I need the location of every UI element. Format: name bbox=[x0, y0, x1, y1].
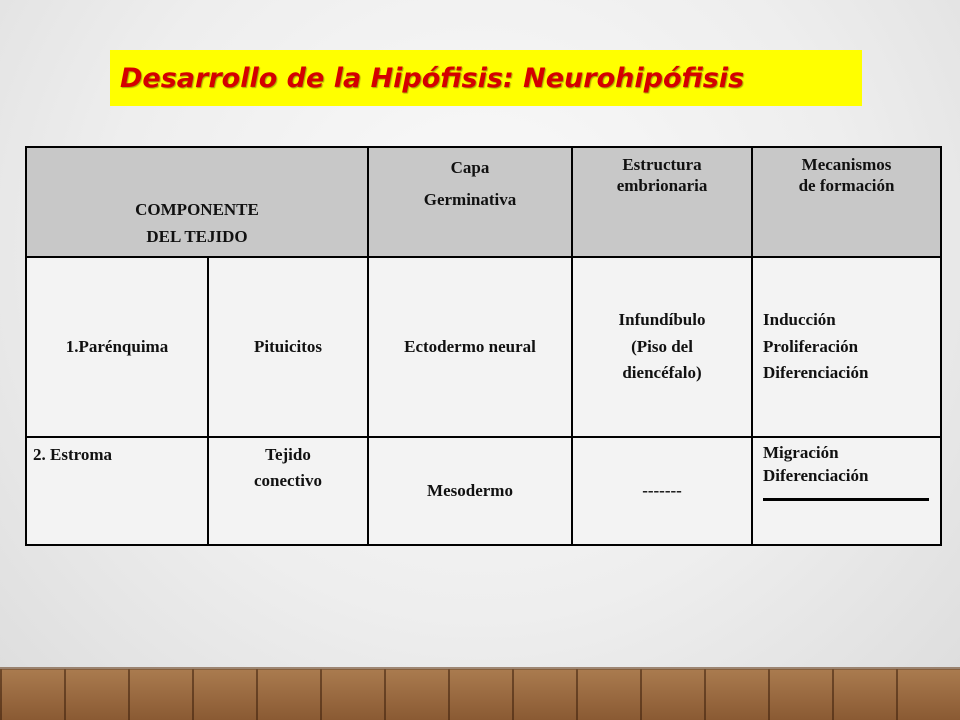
cell-estructura: ------- bbox=[572, 437, 752, 545]
cell-estructura: Infundíbulo (Piso del diencéfalo) bbox=[572, 257, 752, 437]
cell-mecanismos: Migración Diferenciación bbox=[752, 437, 941, 545]
tissue-table bbox=[25, 146, 942, 546]
table-row bbox=[26, 437, 941, 545]
table-header-row bbox=[26, 147, 941, 257]
cell-tejido: Tejido conectivo bbox=[208, 437, 368, 545]
wooden-floor bbox=[0, 638, 960, 720]
underline-bar bbox=[763, 498, 929, 501]
cell-mecanismos: Inducción Proliferación Diferenciación bbox=[752, 257, 941, 437]
header-componente: COMPONENTE DEL TEJIDO bbox=[26, 147, 368, 257]
floor-edge bbox=[0, 667, 960, 670]
slide-title: Desarrollo de la Hipófisis: Neurohipófisis bbox=[120, 62, 745, 94]
cell-capa: Mesodermo bbox=[368, 437, 572, 545]
cell-tejido: Pituicitos bbox=[208, 257, 368, 437]
title-banner bbox=[110, 50, 862, 106]
cell-componente: 1.Parénquima bbox=[26, 257, 208, 437]
header-estructura: Estructura embrionaria bbox=[572, 147, 752, 257]
cell-capa: Ectodermo neural bbox=[368, 257, 572, 437]
header-mecanismos: Mecanismos de formación bbox=[752, 147, 941, 257]
cell-componente: 2. Estroma bbox=[26, 437, 208, 545]
table-row bbox=[26, 257, 941, 437]
header-capa: Capa Germinativa bbox=[368, 147, 572, 257]
